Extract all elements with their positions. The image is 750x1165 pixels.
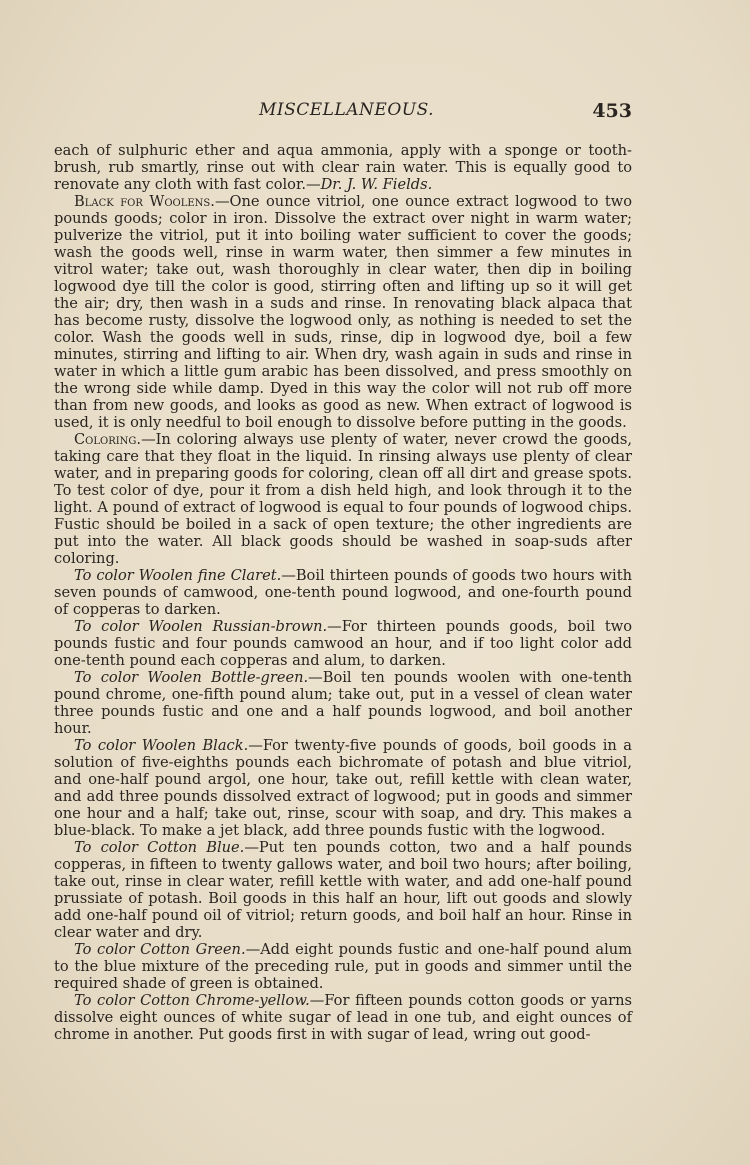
- page-number: 453: [592, 100, 632, 122]
- paragraph-coloring: [54, 431, 632, 567]
- recipe-heading: To color Woolen Russian-brown.: [74, 618, 328, 635]
- paragraph-text: each of sulphuric ether and aqua ammonia, apply with a sponge or tooth-brush, rub smartly, rinse out with clear rain water. This is equally good to renovate any cloth with fast color.—: [54, 142, 632, 193]
- section-heading: Coloring.: [74, 431, 142, 448]
- paragraph-cotton-blue: [54, 839, 632, 941]
- paragraph-ether-cleaning: [54, 142, 632, 193]
- recipe-heading: To color Cotton Green.: [74, 941, 246, 958]
- paragraph-text: —Boil thirteen pounds of goods two hours with seven pounds of camwood, one-tenth pound logwood, and one-fourth pound of copperas to darken.: [54, 567, 632, 618]
- paragraph-text: —For twenty-five pounds of goods, boil goods in a solution of five-eighths pounds each bichromate of potash and blue vitriol, and one-half pound argol, one hour, take out, refill kettle with clean water, and add three pounds dissolved extract of logwood; put in goods and simmer one hour and a half; take out, rinse, scour with soap, and dry. This makes a blue-black. To make a jet black, add three pounds fustic with the logwood.: [54, 737, 632, 839]
- recipe-heading: To color Cotton Blue.: [74, 839, 245, 856]
- paragraph-text: —Add eight pounds fustic and one-half pound alum to the blue mixture of the preceding rule, put in goods and simmer until the required shade of green is obtained.: [54, 941, 632, 992]
- paragraph-text: —For fifteen pounds cotton goods or yarns dissolve eight ounces of white sugar of lead in one tub, and eight ounces of chrome in another. Put goods first in with sugar of lead, wring out good-: [54, 992, 632, 1043]
- paragraph-woolen-black: [54, 737, 632, 839]
- recipe-heading: To color Woolen Black.: [74, 737, 249, 754]
- author-signature: Dr. J. W. Fields.: [320, 176, 433, 193]
- recipe-heading: To color Woolen Bottle-green.: [74, 669, 309, 686]
- running-head: MISCELLANEOUS.: [259, 100, 435, 120]
- recipe-heading: To color Cotton Chrome-yellow.: [74, 992, 310, 1009]
- paragraph-black-for-woolens: [54, 193, 632, 431]
- paragraph-text: —One ounce vitriol, one ounce extract logwood to two pounds goods; color in iron. Dissolve the extract over night in warm water; pulverize the vitriol, put it into boiling water sufficient to cover the goods; wash the goods well, rinse in warm water, then simmer a few minutes in vitrol water; take out, wash thoroughly in clear water, then dip in boiling logwood dye till the color is good, stirring often and lifting up so it will get the air; dry, then wash in a suds and rinse. In renovating black alpaca that has become rusty, dissolve the logwood only, as nothing is needed to set the color. Wash the goods well in suds, rinse, dip in logwood dye, boil a few minutes, stirring and lifting to air. When dry, wash again in suds and rinse in water in which a little gum arabic has been dissolved, and press smoothly on the wrong side while damp. Dyed in this way the color will not rub off more than from new goods, and looks as good as new. When extract of logwood is used, it is only needful to boil enough to dissolve before putting in the goods.: [54, 193, 632, 431]
- paragraph-woolen-russian-brown: [54, 618, 632, 669]
- recipe-heading: To color Woolen fine Claret.: [74, 567, 282, 584]
- paragraph-woolen-bottle-green: [54, 669, 632, 737]
- paragraph-woolen-claret: [54, 567, 632, 618]
- paragraph-text: —Put ten pounds cotton, two and a half pounds copperas, in fifteen to twenty gallows water, and boil two hours; after boiling, take out, rinse in clear water, refill kettle with water, and add one-half pound prussiate of potash. Boil goods in this half an hour, lift out goods and slowly add one-half pound oil of vitriol; return goods, and boil half an hour. Rinse in clear water and dry.: [54, 839, 632, 941]
- page-header: [54, 100, 632, 126]
- body-text: [54, 142, 632, 1043]
- paragraph-text: —In coloring always use plenty of water, never crowd the goods, taking care that they float in the liquid. In rinsing always use plenty of clear water, and in preparing goods for coloring, clean off all dirt and grease spots. To test color of dye, pour it from a dish held high, and look through it to the light. A pound of extract of logwood is equal to four pounds of logwood chips. Fustic should be boiled in a sack of open texture; the other ingredients are put into the water. All black goods should be washed in soap-suds after coloring.: [54, 431, 632, 567]
- section-heading: Black for Woolens.: [74, 193, 215, 210]
- paragraph-text: —Boil ten pounds woolen with one-tenth pound chrome, one-fifth pound alum; take out, put in a vessel of clean water three pounds fustic and one and a half pounds logwood, and boil another hour.: [54, 669, 632, 737]
- paragraph-cotton-chrome-yellow: [54, 992, 632, 1043]
- paragraph-text: —For thirteen pounds goods, boil two pounds fustic and four pounds camwood an hour, and if too light color add one-tenth pound each copperas and alum, to darken.: [54, 618, 632, 669]
- paragraph-cotton-green: [54, 941, 632, 992]
